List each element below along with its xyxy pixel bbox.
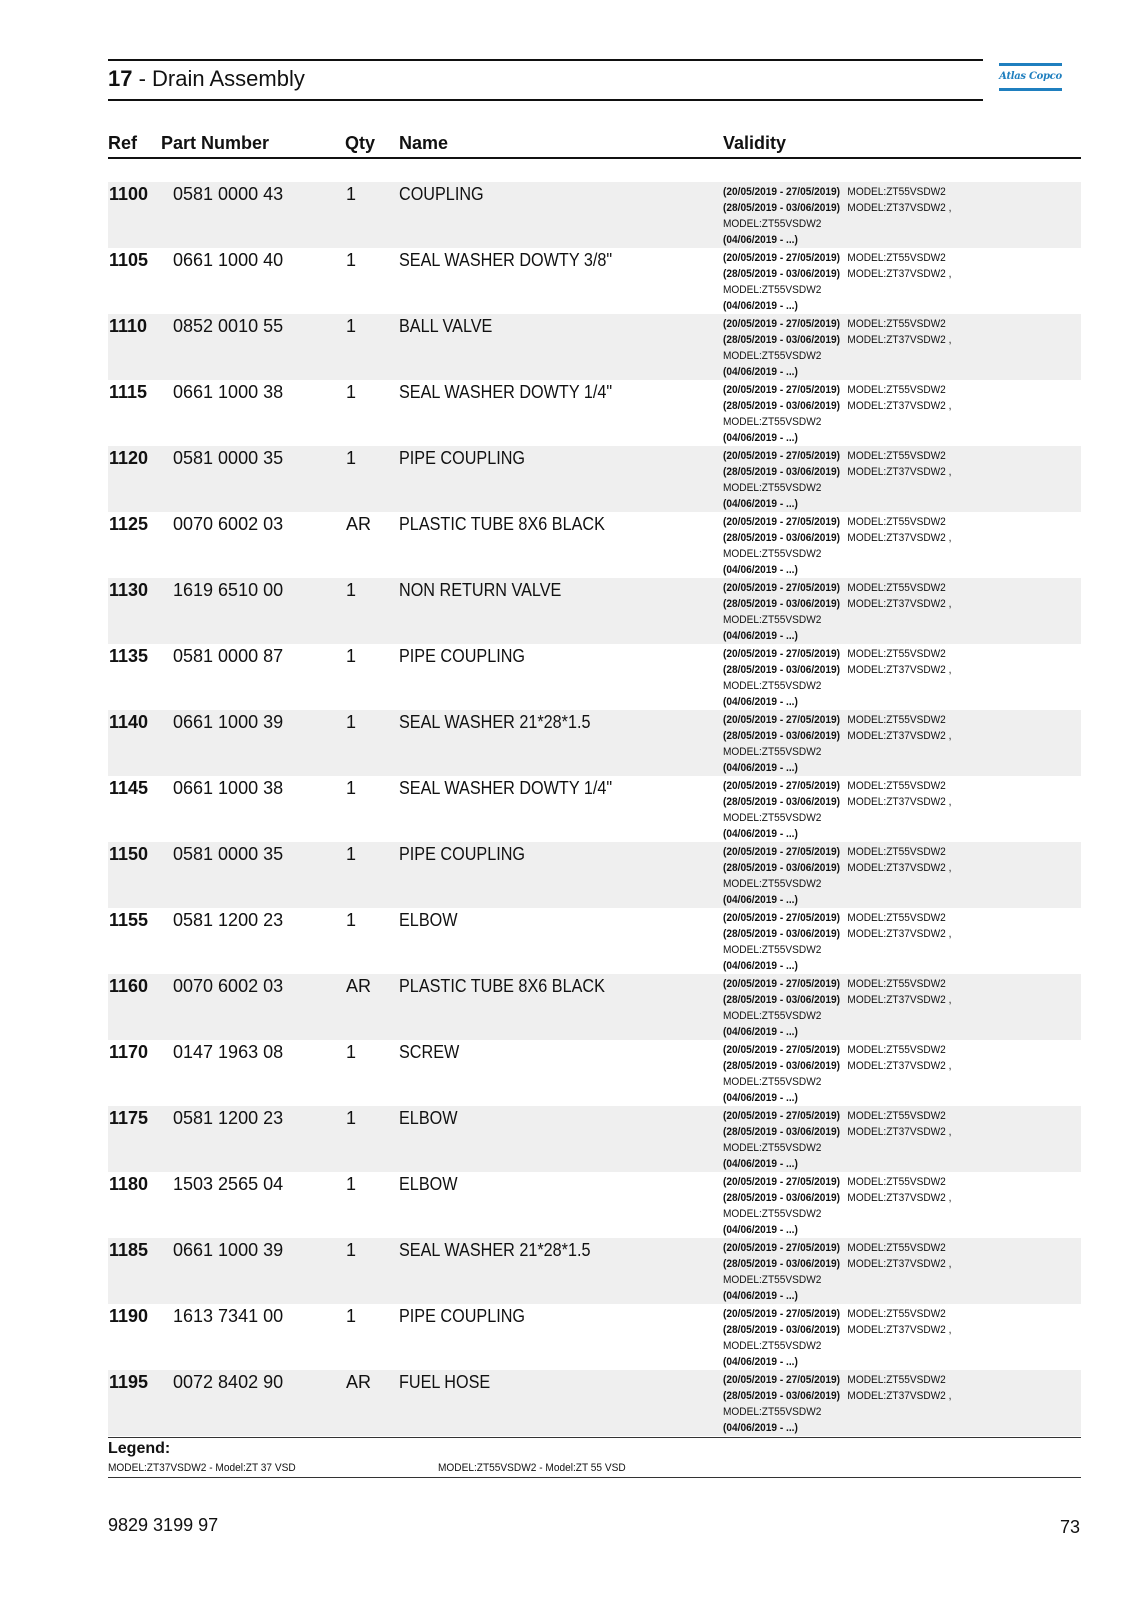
validity-period: (20/05/2019 - 27/05/2019)	[723, 1176, 841, 1188]
table-row	[108, 710, 1081, 776]
qty-cell: 1	[346, 250, 357, 270]
name-cell: PIPE COUPLING	[399, 1306, 526, 1326]
qty-cell: 1	[346, 910, 357, 930]
qty-cell: AR	[346, 1372, 372, 1392]
table-row	[108, 1172, 1081, 1238]
name-cell: ELBOW	[399, 1108, 458, 1128]
part-number-cell: 0661 1000 38	[173, 778, 284, 798]
validity-period: (04/06/2019 - ...)	[723, 894, 798, 906]
ref-cell: 1120	[109, 448, 149, 468]
header-rule-top	[108, 59, 983, 61]
validity-cell	[723, 250, 951, 314]
part-number-cell: 1619 6510 00	[173, 580, 284, 600]
ref-cell: 1135	[109, 646, 149, 666]
table-row	[108, 248, 1081, 314]
ref-cell: 1130	[109, 580, 149, 600]
validity-cell	[723, 382, 951, 446]
validity-model: MODEL:ZT37VSDW2 ,	[847, 1192, 952, 1204]
validity-period: (20/05/2019 - 27/05/2019)	[723, 252, 841, 264]
page-title	[108, 66, 305, 92]
validity-model: MODEL:ZT37VSDW2 ,	[847, 928, 952, 940]
section-number: 17	[108, 66, 133, 91]
validity-model: MODEL:ZT37VSDW2 ,	[847, 994, 952, 1006]
validity-period: (04/06/2019 - ...)	[723, 564, 798, 576]
name-cell: COUPLING	[399, 184, 484, 204]
part-number-cell: 0661 1000 39	[173, 1240, 284, 1260]
name-cell: SEAL WASHER 21*28*1.5	[399, 712, 591, 732]
validity-period: (28/05/2019 - 03/06/2019)	[723, 928, 841, 940]
validity-period: (04/06/2019 - ...)	[723, 762, 798, 774]
validity-period: (28/05/2019 - 03/06/2019)	[723, 1192, 841, 1204]
validity-model: MODEL:ZT55VSDW2	[723, 1076, 822, 1088]
qty-cell: 1	[346, 844, 357, 864]
validity-cell	[723, 646, 951, 710]
validity-period: (28/05/2019 - 03/06/2019)	[723, 1390, 841, 1402]
validity-period: (04/06/2019 - ...)	[723, 1158, 798, 1170]
name-cell: PLASTIC TUBE 8X6 BLACK	[399, 514, 605, 534]
validity-period: (20/05/2019 - 27/05/2019)	[723, 714, 841, 726]
part-number-cell: 1503 2565 04	[173, 1174, 284, 1194]
validity-model: MODEL:ZT55VSDW2	[847, 516, 946, 528]
validity-period: (04/06/2019 - ...)	[723, 696, 798, 708]
validity-period: (20/05/2019 - 27/05/2019)	[723, 1044, 841, 1056]
logo-bar-top	[999, 63, 1062, 66]
table-row	[108, 1106, 1081, 1172]
part-number-cell: 1613 7341 00	[173, 1306, 284, 1326]
part-number-cell: 0070 6002 03	[173, 976, 284, 996]
validity-cell	[723, 1108, 951, 1172]
validity-period: (04/06/2019 - ...)	[723, 1092, 798, 1104]
validity-cell	[723, 844, 951, 908]
validity-model: MODEL:ZT55VSDW2	[723, 1010, 822, 1022]
table-row	[108, 380, 1081, 446]
ref-cell: 1125	[109, 514, 149, 534]
qty-cell: AR	[346, 514, 372, 534]
validity-model: MODEL:ZT55VSDW2	[847, 252, 946, 264]
validity-period: (20/05/2019 - 27/05/2019)	[723, 318, 841, 330]
validity-model: MODEL:ZT37VSDW2 ,	[847, 862, 952, 874]
validity-period: (04/06/2019 - ...)	[723, 300, 798, 312]
validity-period: (28/05/2019 - 03/06/2019)	[723, 1324, 841, 1336]
validity-model: MODEL:ZT55VSDW2	[847, 648, 946, 660]
name-cell: SEAL WASHER 21*28*1.5	[399, 1240, 591, 1260]
validity-period: (20/05/2019 - 27/05/2019)	[723, 186, 841, 198]
part-number-cell: 0581 0000 35	[173, 448, 284, 468]
validity-model: MODEL:ZT55VSDW2	[847, 846, 946, 858]
validity-model: MODEL:ZT37VSDW2 ,	[847, 1126, 952, 1138]
ref-cell: 1105	[109, 250, 149, 270]
legend-end-rule	[108, 1477, 1081, 1478]
validity-model: MODEL:ZT55VSDW2	[847, 1176, 946, 1188]
validity-period: (20/05/2019 - 27/05/2019)	[723, 1242, 841, 1254]
qty-cell: AR	[346, 976, 372, 996]
part-number-cell: 0581 0000 35	[173, 844, 284, 864]
validity-model: MODEL:ZT55VSDW2	[723, 350, 822, 362]
validity-period: (20/05/2019 - 27/05/2019)	[723, 846, 841, 858]
validity-model: MODEL:ZT37VSDW2 ,	[847, 334, 952, 346]
qty-cell: 1	[346, 712, 357, 732]
logo-bar-bottom	[999, 88, 1062, 91]
validity-model: MODEL:ZT55VSDW2	[847, 582, 946, 594]
ref-cell: 1155	[109, 910, 149, 930]
table-row	[108, 578, 1081, 644]
validity-model: MODEL:ZT55VSDW2	[847, 780, 946, 792]
qty-cell: 1	[346, 1306, 357, 1326]
validity-model: MODEL:ZT55VSDW2	[723, 746, 822, 758]
ref-cell: 1140	[109, 712, 149, 732]
ref-cell: 1190	[109, 1306, 149, 1326]
legend-item: MODEL:ZT55VSDW2 - Model:ZT 55 VSD	[438, 1462, 626, 1474]
validity-period: (04/06/2019 - ...)	[723, 1356, 798, 1368]
validity-model: MODEL:ZT55VSDW2	[847, 912, 946, 924]
validity-model: MODEL:ZT55VSDW2	[847, 318, 946, 330]
validity-model: MODEL:ZT37VSDW2 ,	[847, 1060, 952, 1072]
validity-cell	[723, 1372, 951, 1436]
qty-cell: 1	[346, 1174, 357, 1194]
document-number: 9829 3199 97	[108, 1515, 219, 1535]
validity-period: (20/05/2019 - 27/05/2019)	[723, 1374, 841, 1386]
validity-model: MODEL:ZT55VSDW2	[847, 1110, 946, 1122]
validity-period: (20/05/2019 - 27/05/2019)	[723, 516, 841, 528]
qty-cell: 1	[346, 646, 357, 666]
validity-period: (28/05/2019 - 03/06/2019)	[723, 268, 841, 280]
section-title: - Drain Assembly	[132, 66, 305, 91]
validity-model: MODEL:ZT55VSDW2	[723, 1274, 822, 1286]
part-number-cell: 0070 6002 03	[173, 514, 284, 534]
validity-period: (20/05/2019 - 27/05/2019)	[723, 582, 841, 594]
validity-period: (20/05/2019 - 27/05/2019)	[723, 978, 841, 990]
validity-period: (28/05/2019 - 03/06/2019)	[723, 862, 841, 874]
ref-cell: 1175	[109, 1108, 149, 1128]
validity-model: MODEL:ZT55VSDW2	[723, 1406, 822, 1418]
qty-cell: 1	[346, 1108, 357, 1128]
validity-model: MODEL:ZT55VSDW2	[723, 944, 822, 956]
col-header-validity: Validity	[723, 133, 787, 153]
validity-cell	[723, 910, 951, 974]
validity-model: MODEL:ZT55VSDW2	[847, 1374, 946, 1386]
validity-model: MODEL:ZT37VSDW2 ,	[847, 268, 952, 280]
validity-model: MODEL:ZT37VSDW2 ,	[847, 796, 952, 808]
table-row	[108, 974, 1081, 1040]
validity-model: MODEL:ZT55VSDW2	[723, 1142, 822, 1154]
validity-period: (28/05/2019 - 03/06/2019)	[723, 1060, 841, 1072]
validity-period: (04/06/2019 - ...)	[723, 1290, 798, 1302]
col-header-name: Name	[399, 133, 449, 153]
name-cell: ELBOW	[399, 1174, 458, 1194]
qty-cell: 1	[346, 382, 357, 402]
name-cell: PIPE COUPLING	[399, 844, 526, 864]
validity-cell	[723, 1174, 951, 1238]
validity-period: (20/05/2019 - 27/05/2019)	[723, 1308, 841, 1320]
validity-model: MODEL:ZT55VSDW2	[723, 416, 822, 428]
validity-model: MODEL:ZT55VSDW2	[847, 450, 946, 462]
validity-cell	[723, 316, 951, 380]
part-number-cell: 0581 1200 23	[173, 1108, 284, 1128]
validity-model: MODEL:ZT55VSDW2	[847, 384, 946, 396]
validity-model: MODEL:ZT37VSDW2 ,	[847, 1324, 952, 1336]
parts-table	[108, 182, 1081, 1436]
validity-period: (04/06/2019 - ...)	[723, 498, 798, 510]
validity-model: MODEL:ZT37VSDW2 ,	[847, 664, 952, 676]
part-number-cell: 0661 1000 40	[173, 250, 284, 270]
table-row	[108, 446, 1081, 512]
table-row	[108, 908, 1081, 974]
header-rule-bottom	[108, 99, 983, 101]
name-cell: SEAL WASHER DOWTY 1/4"	[399, 778, 613, 798]
name-cell: BALL VALVE	[399, 316, 493, 336]
qty-cell: 1	[346, 778, 357, 798]
validity-cell	[723, 976, 951, 1040]
validity-model: MODEL:ZT55VSDW2	[723, 1340, 822, 1352]
part-number-cell: 0661 1000 38	[173, 382, 284, 402]
part-number-cell: 0147 1963 08	[173, 1042, 284, 1062]
validity-model: MODEL:ZT55VSDW2	[723, 548, 822, 560]
ref-cell: 1170	[109, 1042, 149, 1062]
validity-model: MODEL:ZT55VSDW2	[723, 284, 822, 296]
validity-period: (28/05/2019 - 03/06/2019)	[723, 730, 841, 742]
table-row	[108, 1238, 1081, 1304]
table-row	[108, 776, 1081, 842]
validity-cell	[723, 1042, 951, 1106]
validity-period: (28/05/2019 - 03/06/2019)	[723, 400, 841, 412]
table-row	[108, 314, 1081, 380]
ref-cell: 1150	[109, 844, 149, 864]
page-number: 73	[1060, 1517, 1081, 1537]
qty-cell: 1	[346, 1240, 357, 1260]
part-number-cell: 0661 1000 39	[173, 712, 284, 732]
qty-cell: 1	[346, 448, 357, 468]
name-cell: SCREW	[399, 1042, 460, 1062]
header-underline	[108, 157, 1081, 159]
validity-period: (28/05/2019 - 03/06/2019)	[723, 466, 841, 478]
validity-period: (28/05/2019 - 03/06/2019)	[723, 598, 841, 610]
validity-cell	[723, 514, 951, 578]
validity-period: (28/05/2019 - 03/06/2019)	[723, 664, 841, 676]
col-header-qty: Qty	[345, 133, 376, 153]
validity-period: (04/06/2019 - ...)	[723, 1422, 798, 1434]
table-row	[108, 182, 1081, 248]
validity-period: (04/06/2019 - ...)	[723, 432, 798, 444]
validity-model: MODEL:ZT37VSDW2 ,	[847, 400, 952, 412]
validity-model: MODEL:ZT55VSDW2	[723, 812, 822, 824]
validity-model: MODEL:ZT55VSDW2	[723, 482, 822, 494]
ref-cell: 1180	[109, 1174, 149, 1194]
validity-model: MODEL:ZT55VSDW2	[847, 1242, 946, 1254]
validity-model: MODEL:ZT55VSDW2	[847, 186, 946, 198]
validity-cell	[723, 184, 951, 248]
name-cell: SEAL WASHER DOWTY 1/4"	[399, 382, 613, 402]
validity-period: (20/05/2019 - 27/05/2019)	[723, 384, 841, 396]
validity-model: MODEL:ZT37VSDW2 ,	[847, 1390, 952, 1402]
validity-period: (20/05/2019 - 27/05/2019)	[723, 648, 841, 660]
qty-cell: 1	[346, 1042, 357, 1062]
part-number-cell: 0581 0000 87	[173, 646, 284, 666]
legend-title: Legend:	[108, 1440, 171, 1457]
name-cell: FUEL HOSE	[399, 1372, 491, 1392]
validity-period: (28/05/2019 - 03/06/2019)	[723, 994, 841, 1006]
validity-period: (04/06/2019 - ...)	[723, 234, 798, 246]
validity-model: MODEL:ZT55VSDW2	[847, 978, 946, 990]
name-cell: PIPE COUPLING	[399, 646, 526, 666]
table-row	[108, 1304, 1081, 1370]
validity-period: (20/05/2019 - 27/05/2019)	[723, 780, 841, 792]
ref-cell: 1185	[109, 1240, 149, 1260]
validity-period: (28/05/2019 - 03/06/2019)	[723, 202, 841, 214]
validity-model: MODEL:ZT55VSDW2	[847, 714, 946, 726]
validity-cell	[723, 1240, 951, 1304]
validity-period: (20/05/2019 - 27/05/2019)	[723, 1110, 841, 1122]
validity-cell	[723, 580, 951, 644]
table-row	[108, 842, 1081, 908]
part-number-cell: 0581 1200 23	[173, 910, 284, 930]
validity-model: MODEL:ZT55VSDW2	[723, 614, 822, 626]
validity-period: (28/05/2019 - 03/06/2019)	[723, 1258, 841, 1270]
table-row	[108, 512, 1081, 578]
validity-model: MODEL:ZT37VSDW2 ,	[847, 1258, 952, 1270]
atlas-copco-logo	[999, 63, 1062, 93]
name-cell: NON RETURN VALVE	[399, 580, 562, 600]
ref-cell: 1115	[109, 382, 148, 402]
validity-model: MODEL:ZT37VSDW2 ,	[847, 730, 952, 742]
validity-period: (28/05/2019 - 03/06/2019)	[723, 532, 841, 544]
validity-model: MODEL:ZT55VSDW2	[723, 218, 822, 230]
validity-period: (04/06/2019 - ...)	[723, 1026, 798, 1038]
name-cell: SEAL WASHER DOWTY 3/8"	[399, 250, 613, 270]
validity-period: (04/06/2019 - ...)	[723, 828, 798, 840]
validity-period: (28/05/2019 - 03/06/2019)	[723, 796, 841, 808]
part-number-cell: 0072 8402 90	[173, 1372, 284, 1392]
validity-cell	[723, 1306, 951, 1370]
logo-text: Atlas Copco	[999, 71, 1062, 82]
validity-model: MODEL:ZT55VSDW2	[723, 1208, 822, 1220]
table-row	[108, 644, 1081, 710]
validity-model: MODEL:ZT55VSDW2	[723, 680, 822, 692]
col-header-ref: Ref	[108, 133, 138, 153]
validity-period: (20/05/2019 - 27/05/2019)	[723, 450, 841, 462]
ref-cell: 1145	[109, 778, 149, 798]
ref-cell: 1100	[109, 184, 149, 204]
name-cell: ELBOW	[399, 910, 458, 930]
ref-cell: 1110	[109, 316, 148, 336]
validity-period: (04/06/2019 - ...)	[723, 630, 798, 642]
table-end-rule	[108, 1437, 1081, 1438]
validity-model: MODEL:ZT37VSDW2 ,	[847, 466, 952, 478]
qty-cell: 1	[346, 580, 357, 600]
table-row	[108, 1370, 1081, 1436]
validity-period: (04/06/2019 - ...)	[723, 1224, 798, 1236]
qty-cell: 1	[346, 184, 357, 204]
validity-period: (28/05/2019 - 03/06/2019)	[723, 334, 841, 346]
validity-model: MODEL:ZT55VSDW2	[847, 1044, 946, 1056]
table-row	[108, 1040, 1081, 1106]
validity-period: (04/06/2019 - ...)	[723, 960, 798, 972]
validity-model: MODEL:ZT37VSDW2 ,	[847, 202, 952, 214]
col-header-part-number: Part Number	[161, 133, 270, 153]
part-number-cell: 0852 0010 55	[173, 316, 284, 336]
validity-cell	[723, 448, 951, 512]
validity-model: MODEL:ZT55VSDW2	[723, 878, 822, 890]
name-cell: PLASTIC TUBE 8X6 BLACK	[399, 976, 605, 996]
name-cell: PIPE COUPLING	[399, 448, 526, 468]
qty-cell: 1	[346, 316, 357, 336]
part-number-cell: 0581 0000 43	[173, 184, 284, 204]
validity-model: MODEL:ZT37VSDW2 ,	[847, 598, 952, 610]
validity-cell	[723, 778, 951, 842]
validity-model: MODEL:ZT37VSDW2 ,	[847, 532, 952, 544]
ref-cell: 1160	[109, 976, 149, 996]
ref-cell: 1195	[109, 1372, 149, 1392]
validity-model: MODEL:ZT55VSDW2	[847, 1308, 946, 1320]
validity-period: (28/05/2019 - 03/06/2019)	[723, 1126, 841, 1138]
validity-cell	[723, 712, 951, 776]
validity-period: (20/05/2019 - 27/05/2019)	[723, 912, 841, 924]
legend-item: MODEL:ZT37VSDW2 - Model:ZT 37 VSD	[108, 1462, 296, 1474]
validity-period: (04/06/2019 - ...)	[723, 366, 798, 378]
